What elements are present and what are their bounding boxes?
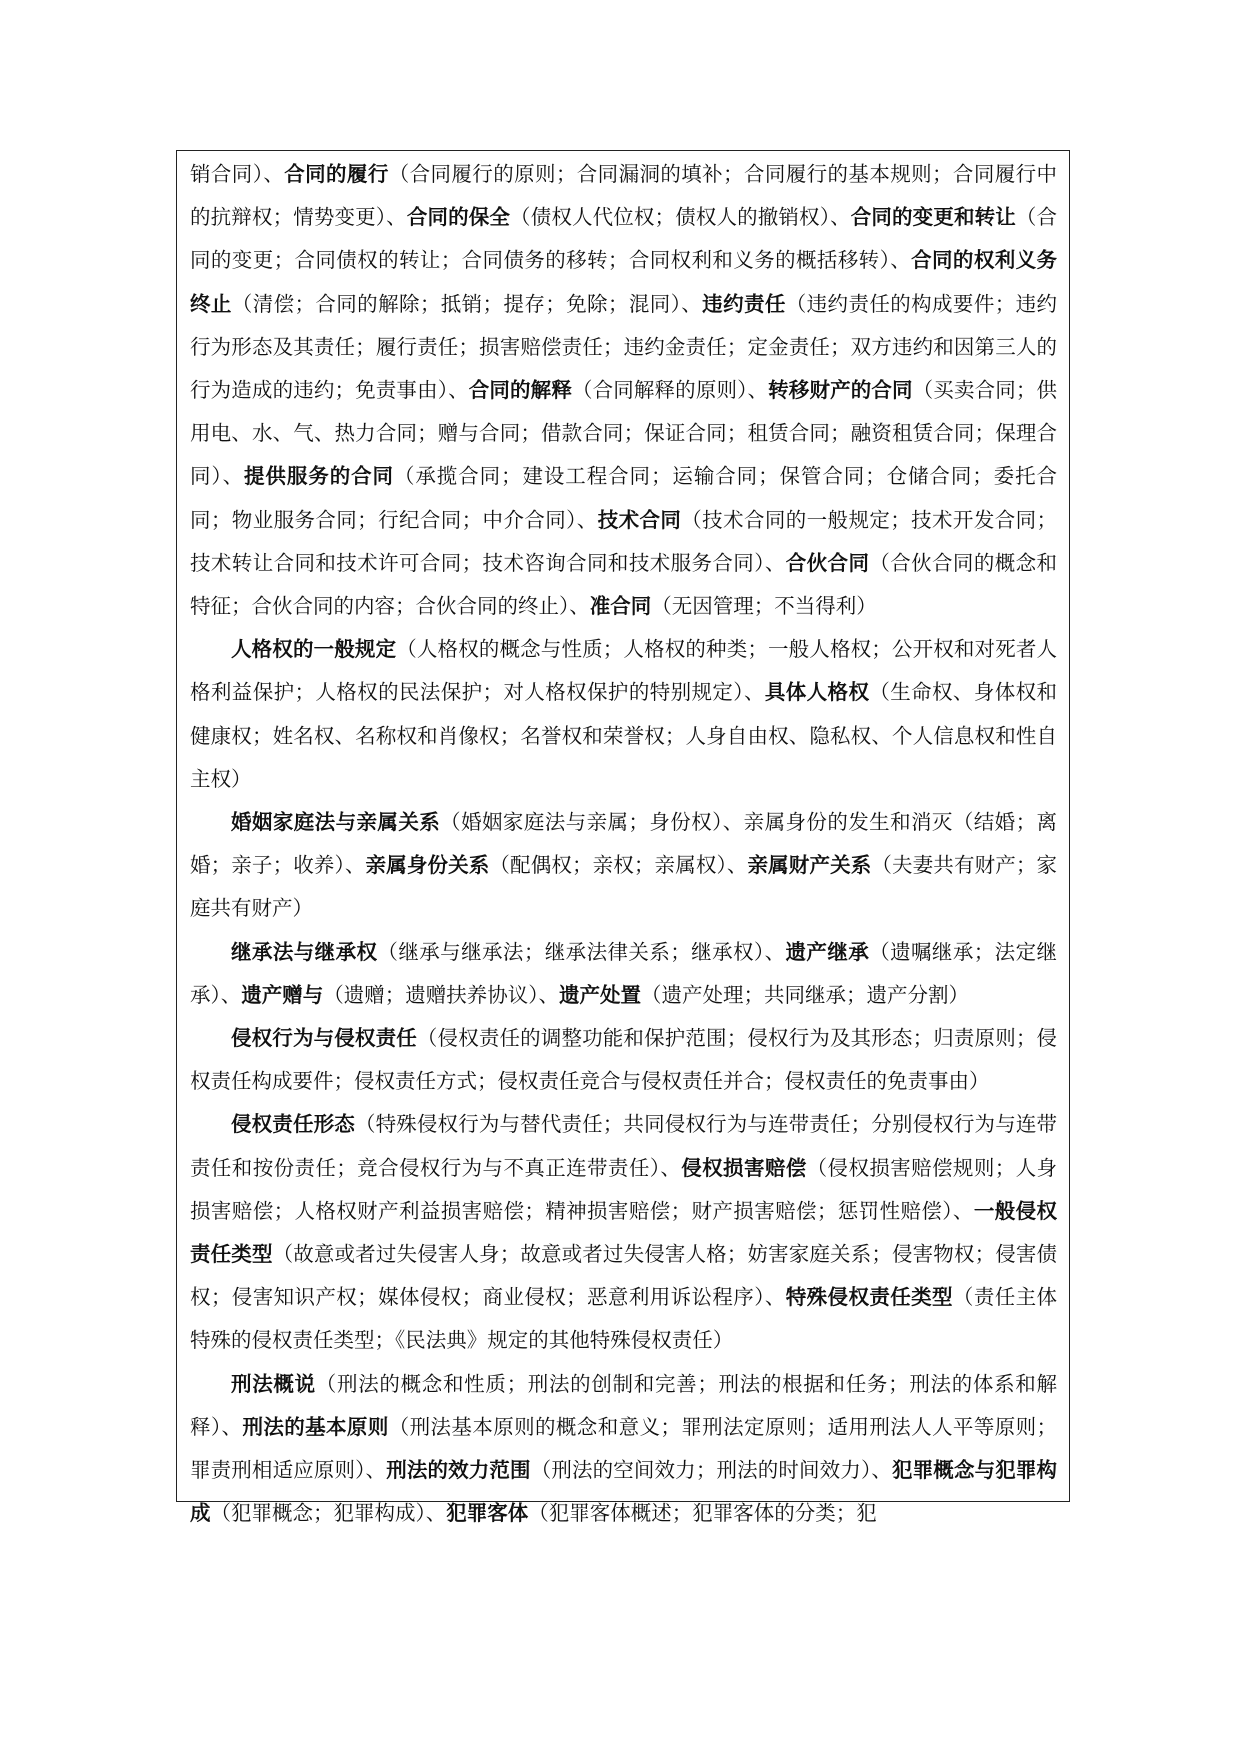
topic-text: （侵权损害赔偿规则；人身损害赔偿；人格权财产利益损害赔偿；精神损害赔偿；财产损害赔偿；惩罚性赔偿）、 xyxy=(190,1155,1058,1223)
paragraph-contracts xyxy=(190,153,1057,628)
topic-heading: 合同的解释 xyxy=(468,378,572,403)
topic-heading: 转移财产的合同 xyxy=(768,378,913,403)
topic-text: （合同履行的原则；合同漏洞的填补；合同履行的基本规则；合同履行中的抗辩权；情势变更）、 xyxy=(190,162,1058,230)
topic-text: （合同解释的原则）、 xyxy=(571,378,769,403)
topic-text: （刑法的概念和性质；刑法的创制和完善；刑法的根据和任务；刑法的体系和解释）、 xyxy=(190,1371,1058,1439)
paragraph-criminal-law xyxy=(190,1363,1057,1536)
topic-text: （人格权的概念与性质；人格权的种类；一般人格权；公开权和对死者人格利益保护；人格权的民法保护；对人格权保护的特别规定）、 xyxy=(190,637,1058,705)
topic-heading: 合同的保全 xyxy=(406,205,511,230)
topic-text: （合伙合同的概念和特征；合伙合同的内容；合伙合同的终止）、 xyxy=(190,550,1058,619)
topic-text: （责任主体特殊的侵权责任类型；《民法典》规定的其他特殊侵权责任） xyxy=(190,1285,1058,1353)
topic-text: （婚姻家庭法与亲属；身份权）、亲属身份的发生和消灭（结婚；离婚；亲子；收养）、 xyxy=(190,810,1058,878)
topic-heading: 合伙合同 xyxy=(785,550,870,575)
topic-text: （配偶权；亲权；亲属权）、 xyxy=(489,853,748,878)
topic-text: （承揽合同；建设工程合同；运输合同；保管合同；仓储合同；委托合同；物业服务合同；行纪合同；中介合同）、 xyxy=(190,464,1058,532)
topic-heading: 技术合同 xyxy=(597,507,682,532)
content-box xyxy=(176,150,1070,1526)
topic-heading: 合同的履行 xyxy=(284,162,389,186)
topic-heading: 违约责任 xyxy=(702,291,786,316)
topic-text: （刑法的空间效力；刑法的时间效力）、 xyxy=(530,1458,893,1483)
paragraph-inheritance xyxy=(190,931,1057,1017)
topic-heading: 合同的权利义务终止 xyxy=(190,248,1058,316)
topic-heading: 合同的变更和转让 xyxy=(850,205,1016,230)
topic-heading: 婚姻家庭法与亲属关系 xyxy=(231,810,441,835)
topic-heading: 刑法的效力范围 xyxy=(386,1458,531,1483)
topic-heading: 犯罪客体 xyxy=(446,1501,529,1526)
topic-heading: 遗产处置 xyxy=(559,982,641,1007)
topic-text: （生命权、身体权和健康权；姓名权、名称权和肖像权；名誉权和荣誉权；人身自由权、隐私权、个人信息权和性自主权） xyxy=(190,680,1058,791)
paragraph-tort-liability xyxy=(190,1017,1057,1103)
topic-text: （故意或者过失侵害人身；故意或者过失侵害人格；妨害家庭关系；侵害物权；侵害债权；侵害知识产权；媒体侵权；商业侵权；恶意利用诉讼程序）、 xyxy=(190,1242,1058,1310)
topic-heading: 侵权行为与侵权责任 xyxy=(231,1026,417,1051)
topic-heading: 刑法的基本原则 xyxy=(242,1414,389,1439)
topic-text: （买卖合同；供用电、水、气、热力合同；赠与合同；借款合同；保证合同；租赁合同；融资租赁合同；保理合同）、 xyxy=(190,378,1058,489)
topic-text: （犯罪概念；犯罪构成）、 xyxy=(210,1501,447,1526)
topic-heading: 具体人格权 xyxy=(764,680,870,705)
topic-text: （无因管理；不当得利） xyxy=(651,594,877,619)
topic-heading: 亲属财产关系 xyxy=(747,853,872,878)
topic-heading: 亲属身份关系 xyxy=(365,853,490,878)
topic-heading: 犯罪概念与犯罪构成 xyxy=(190,1458,1058,1526)
paragraph-tort-forms xyxy=(190,1103,1057,1362)
paragraph-personality-rights xyxy=(190,628,1057,801)
topic-text: 销合同）、 xyxy=(190,162,285,186)
topic-text: （夫妻共有财产；家庭共有财产） xyxy=(190,853,1058,921)
topic-text: （清偿；合同的解除；抵销；提存；免除；混同）、 xyxy=(231,291,703,316)
topic-heading: 准合同 xyxy=(589,594,652,619)
topic-text: （犯罪客体概述；犯罪客体的分类；犯 xyxy=(528,1501,877,1526)
topic-heading: 人格权的一般规定 xyxy=(231,637,397,662)
topic-heading: 遗产赠与 xyxy=(241,982,324,1007)
topic-heading: 侵权责任形态 xyxy=(231,1112,355,1137)
topic-text: （遗产处理；共同继承；遗产分割） xyxy=(641,982,969,1007)
topic-text: （继承与继承法；继承法律关系；继承权）、 xyxy=(377,939,786,964)
topic-text: （特殊侵权行为与替代责任；共同侵权行为与连带责任；分别侵权行为与连带责任和按份责任；竞合侵权行为与不真正连带责任）、 xyxy=(190,1112,1058,1180)
topic-heading: 一般侵权责任类型 xyxy=(190,1198,1058,1267)
topic-text: （技术合同的一般规定；技术开发合同；技术转让合同和技术许可合同；技术咨询合同和技术服务合同）、 xyxy=(190,507,1058,575)
topic-text: （合同的变更；合同债权的转让；合同债务的移转；合同权利和义务的概括移转）、 xyxy=(190,205,1058,273)
topic-text: （遗赠；遗赠扶养协议）、 xyxy=(323,982,559,1007)
topic-heading: 刑法概说 xyxy=(231,1371,316,1396)
topic-text: （遗嘱继承；法定继承）、 xyxy=(190,939,1058,1007)
topic-heading: 侵权损害赔偿 xyxy=(681,1155,807,1180)
topic-text: （违约责任的构成要件；违约行为形态及其责任；履行责任；损害赔偿责任；违约金责任；定金责任；双方违约和因第三人的行为造成的违约；免责事由）、 xyxy=(190,291,1058,403)
topic-heading: 特殊侵权责任类型 xyxy=(785,1285,953,1310)
topic-heading: 遗产继承 xyxy=(785,939,870,964)
topic-heading: 继承法与继承权 xyxy=(231,939,378,964)
topic-text: （债权人代位权；债权人的撤销权）、 xyxy=(510,205,851,230)
paragraph-marriage-family xyxy=(190,801,1057,931)
topic-text: （刑法基本原则的概念和意义；罪刑法定原则；适用刑法人人平等原则；罪责刑相适应原则）、 xyxy=(190,1414,1058,1483)
topic-text: （侵权责任的调整功能和保护范围；侵权行为及其形态；归责原则；侵权责任构成要件；侵权责任方式；侵权责任竞合与侵权责任并合；侵权责任的免责事由） xyxy=(190,1026,1058,1094)
topic-heading: 提供服务的合同 xyxy=(244,464,394,489)
